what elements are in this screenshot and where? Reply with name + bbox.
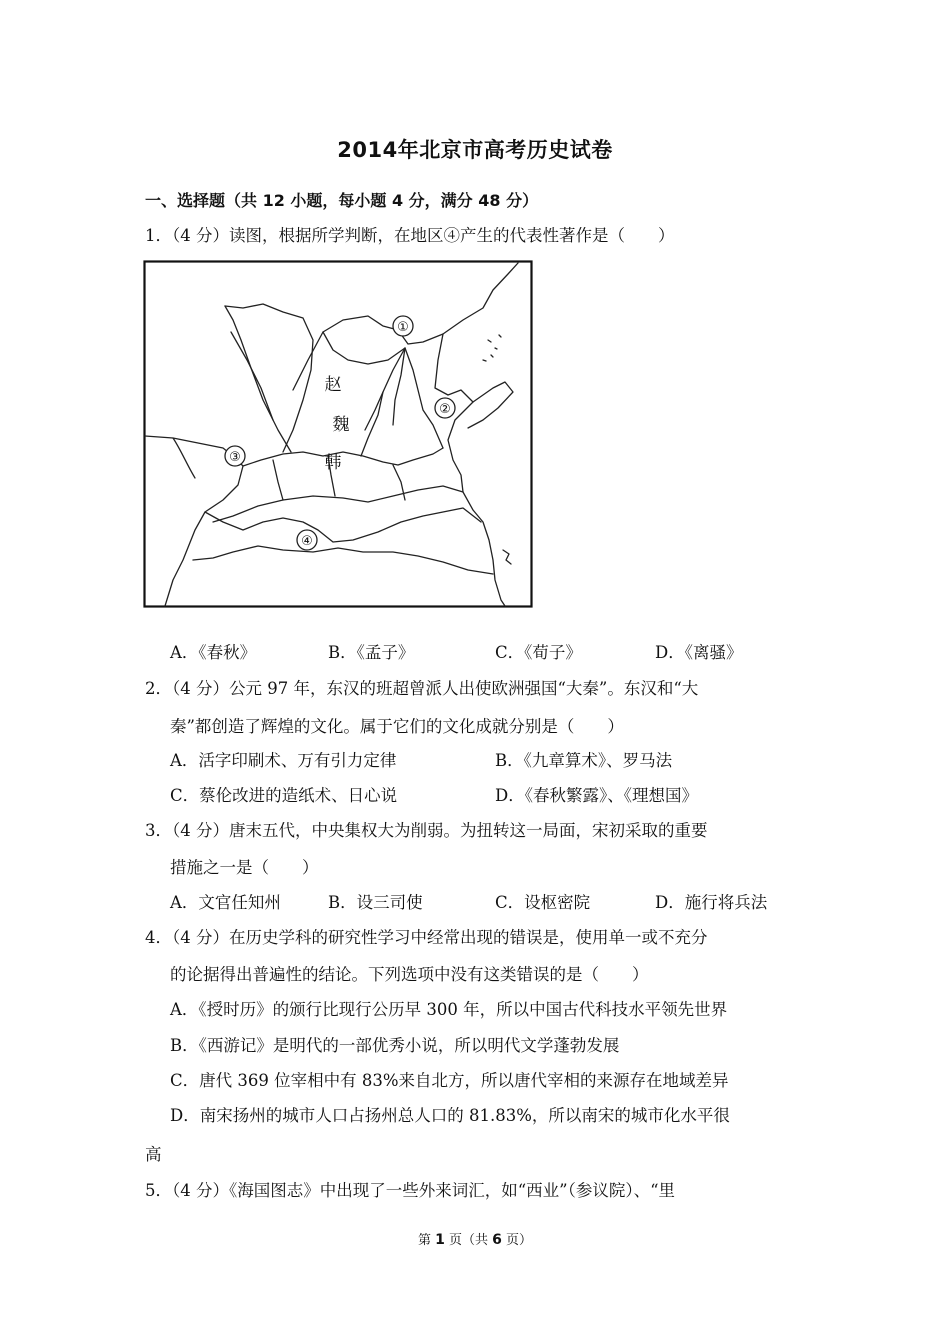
page-footer (0, 1229, 950, 1248)
q1-option-b: B．《孟子》 (328, 643, 415, 662)
page-title: 2014年北京市高考历史试卷 (337, 138, 613, 162)
q1-option-c: C．《荀子》 (495, 643, 582, 662)
map-label-han: 韩 (324, 453, 342, 473)
footer-suffix: 页） (501, 1233, 533, 1248)
q5-stem-line1: 5．（4 分）《海国图志》中出现了一些外来词汇，如“西业”（参议院）、“里 (145, 1181, 676, 1200)
q3-stem-line2: 措施之一是（ ） (170, 858, 319, 877)
q3-stem-line1: 3．（4 分）唐末五代，中央集权大为削弱。为扭转这一局面，宋初采取的重要 (145, 821, 708, 840)
q3-option-b: B．设三司使 (328, 893, 423, 912)
q2-option-d: D．《春秋繁露》、《理想国》 (495, 786, 698, 805)
q1-option-d: D．《离骚》 (655, 643, 743, 662)
q4-option-a: A．《授时历》的颁行比现行公历早 300 年，所以中国古代科技水平领先世界 (170, 1000, 728, 1019)
q4-option-b: B．《西游记》是明代的一部优秀小说，所以明代文学蓬勃发展 (170, 1036, 620, 1055)
q3-option-c: C．设枢密院 (495, 893, 591, 912)
map-label-zhao: 赵 (324, 375, 342, 395)
warring-states-map (143, 260, 533, 608)
map-label-4: ④ (301, 534, 313, 549)
map-label-2: ② (439, 402, 451, 417)
map-label-3: ③ (229, 450, 241, 465)
section-heading: 一、选择题（共 12 小题，每小题 4 分，满分 48 分） (145, 191, 539, 210)
map-label-wei: 魏 (332, 415, 350, 435)
q2-option-a: A．活字印刷术、万有引力定律 (170, 751, 397, 770)
q4-option-d-wrap: 高 (145, 1145, 162, 1164)
q4-option-c: C．唐代 369 位宰相中有 83%来自北方，所以唐代宰相的来源存在地域差异 (170, 1071, 729, 1090)
q4-stem-line1: 4．（4 分）在历史学科的研究性学习中经常出现的错误是，使用单一或不充分 (145, 928, 708, 947)
footer-prefix: 第 (417, 1233, 436, 1248)
q1-option-a: A．《春秋》 (170, 643, 257, 662)
footer-page-number: 1 (435, 1232, 445, 1248)
q2-stem-line1: 2．（4 分）公元 97 年，东汉的班超曾派人出使欧洲强国“大秦”。东汉和“大 (145, 679, 699, 698)
footer-middle: 页（共 (444, 1233, 493, 1248)
q4-option-d: D．南宋扬州的城市人口占扬州总人口的 81.83%，所以南宋的城市化水平很 (170, 1106, 730, 1125)
q2-stem-line2: 秦”都创造了辉煌的文化。属于它们的文化成就分别是（ ） (170, 717, 624, 736)
map-label-1: ① (397, 320, 409, 335)
q3-option-a: A．文官任知州 (170, 893, 281, 912)
footer-total-pages: 6 (492, 1232, 502, 1248)
q3-option-d: D．施行将兵法 (655, 893, 768, 912)
q4-stem-line2: 的论据得出普遍性的结论。下列选项中没有这类错误的是（ ） (170, 965, 649, 984)
q2-option-b: B．《九章算术》、罗马法 (495, 751, 673, 770)
q2-option-c: C．蔡伦改进的造纸术、日心说 (170, 786, 398, 805)
q1-stem: 1．（4 分）读图，根据所学判断，在地区④产生的代表性著作是（ ） (145, 226, 675, 245)
